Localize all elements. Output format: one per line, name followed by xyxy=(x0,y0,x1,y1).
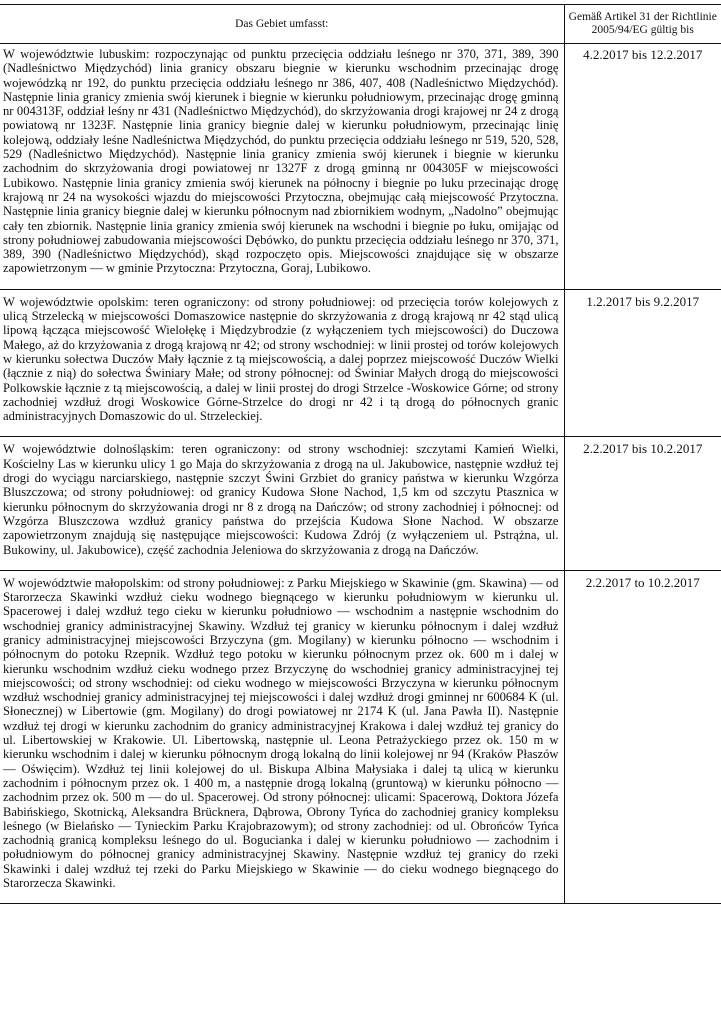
table-header-row xyxy=(0,5,721,44)
table-row xyxy=(0,570,721,904)
table-row xyxy=(0,44,721,290)
restricted-zones-table xyxy=(0,4,721,904)
valid-until-date: 2.2.2017 to 10.2.2017 xyxy=(564,570,721,904)
valid-until-date: 1.2.2017 bis 9.2.2017 xyxy=(564,289,721,437)
header-area: Das Gebiet umfasst: xyxy=(0,5,564,44)
table-row xyxy=(0,289,721,437)
area-description: W województwie dolnośląskim: teren ograniczony: od strony wschodniej: szczytami Kamień Wielki, Kościelny Las w kierunku ulicy 1 go Maja do skrzyżowania z drogą na ul. Jakubowice, następnie wzdłuż tej drogi do wyciągu narciarskiego, następnie szczyt Świni Grzbiet do granicy państwa w kierunku Wzgórza Bluszczowa; od strony południowej: od granicy Kudowa Słone Nachod, 1,5 km od szczytu Ptasznica w kierunku północnym do skrzyżowania drogi nr 8 z drogą na Dańczów; od strony zachodniej i północnej: od Wzgórza Bluszczowa wzdłuż granicy państwa do przejścia Kudowa Słone Nachod. W obszarze zapowietrzonym znajdują się następujące miejscowości: Kudowa Zdrój (z wyłączeniem ul. Pstrążna, ul. Bukowiny, ul. Jakubowice), część zachodnia Jeleniowa do skrzyżowania z drogą na Dańczów. xyxy=(0,437,564,570)
area-description: W województwie lubuskim: rozpoczynając od punktu przecięcia oddziału leśnego nr 370, 371, 389, 390 (Nadleśnictwo Międzychód) linia granicy obszaru biegnie w kierunku wschodnim przecinając drogę wojewódzką nr 192, do punktu przecięcia oddziału leśnego nr 386, 407, 408 (Nadleśnictwo Międzychód). Następnie linia granicy zmienia swój kierunek i biegnie w kierunku południowym, przecinając drogę gminną nr 004313F, oddział leśny nr 431 (Nadleśnictwo Międzychód), do skrzyżowania drogi krajowej nr 24 z drogą powiatową nr 1323F. Następnie linia granicy biegnie dalej w kierunku południowym, przecinając linię kolejową, oddziały leśne Nadleśnictwa Międzychód, do punktu przecięcia oddziału leśnego nr 519, 520, 528, 529 (Nadleśnictwo Międzychód). Następnie linia granicy zmienia swój kierunek i biegnie w kierunku zachodnim do skrzyżowania drogi powiatowej nr 1327F z drogą gminną nr 004305F w miejscowości Lubikowo. Następnie linia granicy zmienia swój kierunek na północny i biegnie po luku przecinając drogę krajową nr 24 na wysokości wjazdu do miejscowości Przytoczna, obejmując całą miejscowość Przytoczna. Następnie linia granicy biegnie dalej w kierunku północnym nad zbiornikiem wodnym, „Nadolno” obejmując cały ten zbiornik. Następnie linia granicy zmienia swój kierunek na wschodni i biegnie po łuku, omijając od strony południowej zabudowania miejscowości Dębówko, do punktu przecięcia oddziału leśnego nr 370, 371, 389, 390 (Nadleśnictwo Międzychód), skąd rozpoczęto opis. Miejscowości znajdujące się w obszarze zapowietrzonym — w gminie Przytoczna: Przytoczna, Goraj, Lubikowo. xyxy=(0,44,564,290)
area-description: W województwie opolskim: teren ograniczony: od strony południowej: od przecięcia torów kolejowych z ulicą Strzelecką w miejscowości Domaszowice następnie do skrzyżowania z drogą krajową nr 42 stąd ulicą lipową łącząca miejscowość Wielołękę i Międzybrodzie (z wyłączeniem tych miejscowości) do Duczowa Małego, aż do krzyżowania z drogą krajową nr 42; od strony wschodniej: w linii prostej od torów kolejowych w kierunku sołectwa Duczów Mały łącznie z tą miejscowością, a dalej poprzez miejscowość Duczów Wielki (łącznie z nią) do sołectwa Świniary Małe; od strony północnej: od Świniar Małych drogą do miejscowości Polkowskie łącznie z tą miejscowością, a dalej w linii prostej do drogi Strzelce -Woskowice Górne; od strony zachodniej wzdłuż drogi Woskowice Górne-Strzelce do drogi nr 42 i tą drogą do północnych granic administracyjnych Domaszowic do ul. Strzeleckiej. xyxy=(0,289,564,437)
area-description: W województwie małopolskim: od strony południowej: z Parku Miejskiego w Skawinie (gm. Skawina) — od Starorzecza Skawinki wzdłuż cieku wodnego biegnącego w kierunku południowym w kierunku ul. Spacerowej i dalej wzdłuż tego cieku w kierunku południowo — wschodnim a następnie wschodnim do wschodniej granicy administracyjnej Skawiny. Wzdłuż tej granicy w kierunku północnym i dalej wzdłuż granicy administracyjnej miejscowości Brzyczyna (gm. Mogilany) w kierunku północno — wschodnim i północnym do potoku Rzepnik. Wzdłuż tego potoku w kierunku północnym przez ok. 600 m i dalej w kierunku wschodnim wzdłuż cieku wodnego przez Brzyczynę do wschodniej granicy administracyjnej tej miejscowości; od strony wschodniej: od cieku wodnego w miejscowości Brzyczyna w kierunku północnym wzdłuż wschodniej granicy administracyjnej tej miejscowości i dalej wzdłuż drogi gminnej nr 600684 K (ul. Słonecznej) w Libertowie (gm. Mogilany) do drogi powiatowej nr 2174 K (ul. Jana Pawła II). Następnie wzdłuż tej drogi w kierunku zachodnim do granicy administracyjnej Krakowa i dalej wzdłuż tej granicy do ul. Libertowskiej w Krakowie. Ul. Libertowską, następnie ul. Leona Petrażyckiego przez ok. 150 m w kierunku wschodnim i dalej w kierunku północnym drogą lokalną do linii kolejowej nr 94 (Kraków Płaszów — Oświęcim). Wzdłuż tej linii kolejowej do ul. Biskupa Albina Małysiaka i dalej tą ulicą w kierunku zachodnim i północnym przez ok. 1 400 m, a następnie drogą lokalną (gruntową) w kierunku północno — zachodnim przez ok. 500 m — do ul. Spacerowej. Od strony północnej: ulicami: Spacerową, Doktora Józefa Babińskiego, Skotnicką, Aleksandra Brücknera, Dąbrowa, Obrony Tyńca do zachodniej granicy kompleksu leśnego (w Bielańsko — Tynieckim Parku Krajobrazowym); od strony zachodniej: od ul. Obrońców Tyńca zachodnią granicą kompleksu leśnego do ul. Boguciankа i dalej w kierunku południowo — zachodnim i południowym do północnej granicy administracyjnej Skawiny. Następnie wzdłuż tej granicy do rzeki Skawinki i dalej wzdłuż tej rzeki do Parku Miejskiego w Skawinie — do cieku wodnego biegnącego do Starorzecza Skawinki. xyxy=(0,570,564,904)
valid-until-date: 4.2.2017 bis 12.2.2017 xyxy=(564,44,721,290)
header-valid-until: Gemäß Artikel 31 der Richtlinie 2005/94/EG gültig bis xyxy=(564,5,721,44)
table-row xyxy=(0,437,721,570)
valid-until-date: 2.2.2017 bis 10.2.2017 xyxy=(564,437,721,570)
